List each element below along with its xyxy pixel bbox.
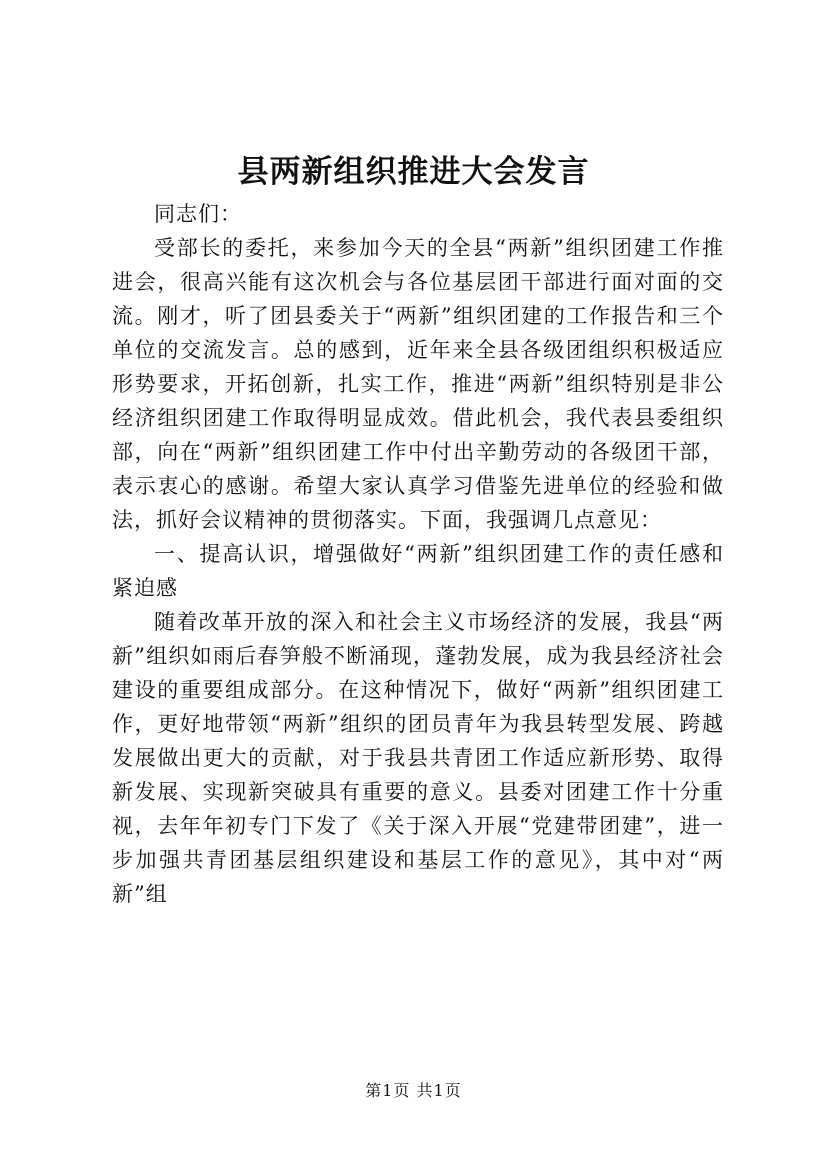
page-footer: 第1页 共1页 — [365, 1081, 462, 1100]
document-body — [112, 197, 724, 911]
page-title: 县两新组织推进大会发言 — [237, 154, 590, 190]
section-heading: 一、提高认识，增强做好“两新”组织团建工作的责任感和紧迫感 — [112, 542, 724, 600]
salutation: 同志们： — [154, 202, 242, 226]
paragraph: 随着改革开放的深入和社会主义市场经济的发展，我县“两新”组织如雨后春笋般不断涌现，蓬勃发展，成为我县经济社会建设的重要组成部分。在这种情况下，做好“两新”组织团建工作，更好地带领“两新”组织的团员青年为我县转型发展、跨越发展做出更大的贡献，对于我县共青团工作适应新形势、取得新发展、实现新突破具有重要的意义。县委对团建工作十分重视，去年年初专门下发了《关于深入开展“党建带团建”，进一步加强共青团基层组织建设和基层工作的意见》，其中对“两新”组 — [112, 610, 724, 906]
paragraph: 受部长的委托，来参加今天的全县“两新”组织团建工作推进会，很高兴能有这次机会与各位基层团干部进行面对面的交流。刚才，听了团县委关于“两新”组织团建的工作报告和三个单位的交流发言。总的感到，近年来全县各级团组织积极适应形势要求，开拓创新，扎实工作，推进“两新”组织特别是非公经济组织团建工作取得明显成效。借此机会，我代表县委组织部，向在“两新”组织团建工作中付出辛勤劳动的各级团干部，表示衷心的感谢。希望大家认真学习借鉴先进单位的经验和做法，抓好会议精神的贯彻落实。下面，我强调几点意见： — [112, 236, 724, 532]
